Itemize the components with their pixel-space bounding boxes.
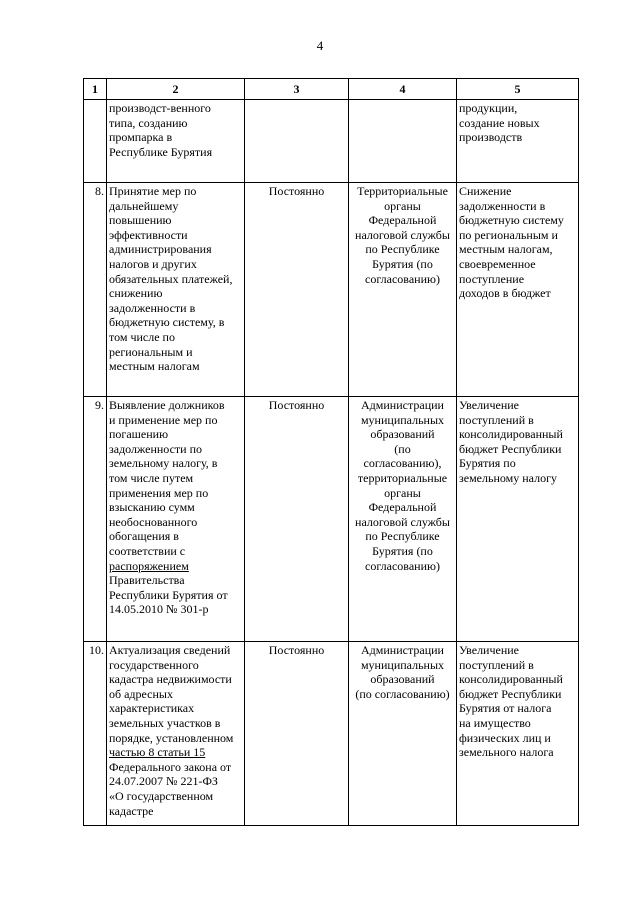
term-line: Постоянно bbox=[268, 184, 325, 198]
measure-line: Актуализация сведений bbox=[109, 643, 231, 657]
measure-line: бюджетную систему, в bbox=[109, 315, 225, 330]
term-line: Постоянно bbox=[268, 398, 325, 412]
term-cell bbox=[245, 397, 349, 642]
result-cell bbox=[457, 642, 579, 826]
result-line: поступлений в bbox=[459, 412, 534, 427]
measure-line: взысканию сумм bbox=[109, 500, 195, 515]
measure-line: погашению bbox=[109, 427, 169, 442]
measure-line: дальнейшему bbox=[109, 198, 179, 213]
measure-line: «О государственном bbox=[109, 788, 214, 803]
measure-line: кадастра недвижимости bbox=[109, 672, 232, 687]
executor-line: (по bbox=[394, 441, 411, 456]
measure-line: обогащения в bbox=[109, 529, 179, 544]
term-line: Постоянно bbox=[268, 643, 325, 657]
column-header: 1 bbox=[84, 79, 107, 100]
executor-line: (по согласованию) bbox=[355, 686, 450, 701]
result-line: поступлений в bbox=[459, 657, 534, 672]
column-header: 2 bbox=[107, 79, 245, 100]
executor-line: образований bbox=[370, 672, 435, 687]
decree-link[interactable]: распоряжением bbox=[109, 558, 189, 573]
executor-line: налоговой службы bbox=[355, 514, 450, 529]
column-header: 4 bbox=[349, 79, 457, 100]
executor-line: Федеральной bbox=[368, 500, 437, 515]
result-line: бюджет Республики bbox=[459, 686, 562, 701]
measure-line: региональным и bbox=[109, 344, 193, 359]
result-line: по региональным и bbox=[459, 227, 558, 242]
result-line: земельного налога bbox=[459, 745, 554, 760]
executor-line: по Республике bbox=[365, 242, 440, 257]
measure-line: Республике Бурятия bbox=[109, 144, 213, 159]
executor-line: муниципальных bbox=[360, 657, 445, 672]
executor-line: территориальные bbox=[357, 470, 448, 485]
result-line: местным налогам, bbox=[459, 242, 553, 257]
result-line: консолидированный bbox=[459, 672, 563, 687]
executor-line: Бурятия (по bbox=[372, 543, 433, 558]
measure-line: задолженности в bbox=[109, 300, 196, 315]
executor-line: образований bbox=[370, 427, 435, 442]
measure-line: земельных участков в bbox=[109, 715, 221, 730]
measure-line: повышению bbox=[109, 213, 172, 228]
executor-cell bbox=[349, 183, 457, 397]
measure-line: местным налогам bbox=[109, 359, 200, 374]
measure-line: том числе по bbox=[109, 329, 175, 344]
row-number-cell bbox=[84, 100, 107, 183]
table-row bbox=[84, 183, 579, 397]
executor-line: Бурятия (по bbox=[372, 256, 433, 271]
executor-line: Территориальные bbox=[357, 184, 448, 198]
measure-line: 24.07.2007 № 221-ФЗ bbox=[109, 774, 218, 789]
measure-line: кадастре bbox=[109, 803, 154, 818]
executor-line: органы bbox=[384, 485, 421, 500]
result-line: Увеличение bbox=[459, 398, 520, 412]
measure-cell bbox=[107, 397, 245, 642]
result-line: на имущество bbox=[459, 715, 531, 730]
measure-line: Выявление должников bbox=[109, 398, 225, 412]
measure-line: обязательных платежей, bbox=[109, 271, 233, 286]
result-line: Бурятия от налога bbox=[459, 701, 552, 716]
result-cell bbox=[457, 397, 579, 642]
measure-line: 14.05.2010 № 301-р bbox=[109, 602, 209, 617]
table-row bbox=[84, 100, 579, 183]
result-line: задолженности в bbox=[459, 198, 546, 213]
term-cell bbox=[245, 183, 349, 397]
table-row bbox=[84, 642, 579, 826]
term-cell bbox=[245, 642, 349, 826]
measure-line: задолженности по bbox=[109, 441, 203, 456]
result-cell bbox=[457, 100, 579, 183]
measure-line: том числе путем bbox=[109, 470, 194, 485]
measure-line: соответствии с bbox=[109, 543, 186, 558]
result-line: Снижение bbox=[459, 184, 512, 198]
measure-line: типа, созданию bbox=[109, 115, 188, 130]
row-number-cell: 9. bbox=[84, 397, 107, 642]
measure-line: Республики Бурятия от bbox=[109, 587, 228, 602]
measures-table bbox=[83, 78, 579, 826]
executor-cell bbox=[349, 397, 457, 642]
measure-line: применения мер по bbox=[109, 485, 209, 500]
result-line: консолидированный bbox=[459, 427, 563, 442]
column-header: 5 bbox=[457, 79, 579, 100]
executor-line: по Республике bbox=[365, 529, 440, 544]
measure-line: Правительства bbox=[109, 573, 185, 588]
executor-line: муниципальных bbox=[360, 412, 445, 427]
executor-line: Администрации bbox=[361, 643, 444, 657]
measure-line: и применение мер по bbox=[109, 412, 218, 427]
executor-line: органы bbox=[384, 198, 421, 213]
result-line: бюджет Республики bbox=[459, 441, 562, 456]
result-line: доходов в бюджет bbox=[459, 286, 551, 301]
result-cell bbox=[457, 183, 579, 397]
executor-line: Федеральной bbox=[368, 213, 437, 228]
result-line: своевременное bbox=[459, 256, 536, 271]
executor-line: Администрации bbox=[361, 398, 444, 412]
measure-line: Федерального закона от bbox=[109, 759, 232, 774]
measure-cell bbox=[107, 100, 245, 183]
table-header-row bbox=[84, 79, 579, 100]
result-line: бюджетную систему bbox=[459, 213, 564, 228]
measure-line: необоснованного bbox=[109, 514, 198, 529]
result-line: земельному налогу bbox=[459, 470, 557, 485]
executor-line: согласованию) bbox=[365, 558, 440, 573]
table-row bbox=[84, 397, 579, 642]
measure-line: об адресных bbox=[109, 686, 173, 701]
measure-line: Принятие мер по bbox=[109, 184, 197, 198]
measure-cell bbox=[107, 642, 245, 826]
result-line: создание новых bbox=[459, 115, 540, 130]
measure-line: характеристиках bbox=[109, 701, 195, 716]
result-line: Бурятия по bbox=[459, 456, 516, 471]
term-cell bbox=[245, 100, 349, 183]
measure-line: снижению bbox=[109, 286, 163, 301]
measure-line: промпарка в bbox=[109, 130, 173, 145]
measure-line: эффективности bbox=[109, 227, 188, 242]
executor-cell bbox=[349, 100, 457, 183]
row-number-cell: 8. bbox=[84, 183, 107, 397]
measure-line: администрирования bbox=[109, 242, 212, 257]
measure-line: земельному налогу, в bbox=[109, 456, 218, 471]
measure-cell bbox=[107, 183, 245, 397]
executor-line: налоговой службы bbox=[355, 227, 450, 242]
measure-line: государственного bbox=[109, 657, 199, 672]
result-line: физических лиц и bbox=[459, 730, 551, 745]
measure-line: производст-венного bbox=[109, 101, 211, 115]
executor-line: согласованию), bbox=[363, 456, 442, 471]
row-number-cell: 10. bbox=[84, 642, 107, 826]
measure-line: порядке, установленном bbox=[109, 730, 234, 745]
column-header: 3 bbox=[245, 79, 349, 100]
law-article-link[interactable]: частью 8 статьи 15 bbox=[109, 745, 206, 760]
result-line: поступление bbox=[459, 271, 525, 286]
measure-line: налогов и других bbox=[109, 256, 197, 271]
page-number: 4 bbox=[316, 38, 324, 53]
result-line: производств bbox=[459, 130, 523, 145]
executor-line: согласованию) bbox=[365, 271, 440, 286]
result-line: Увеличение bbox=[459, 643, 520, 657]
executor-cell bbox=[349, 642, 457, 826]
result-line: продукции, bbox=[459, 101, 518, 115]
